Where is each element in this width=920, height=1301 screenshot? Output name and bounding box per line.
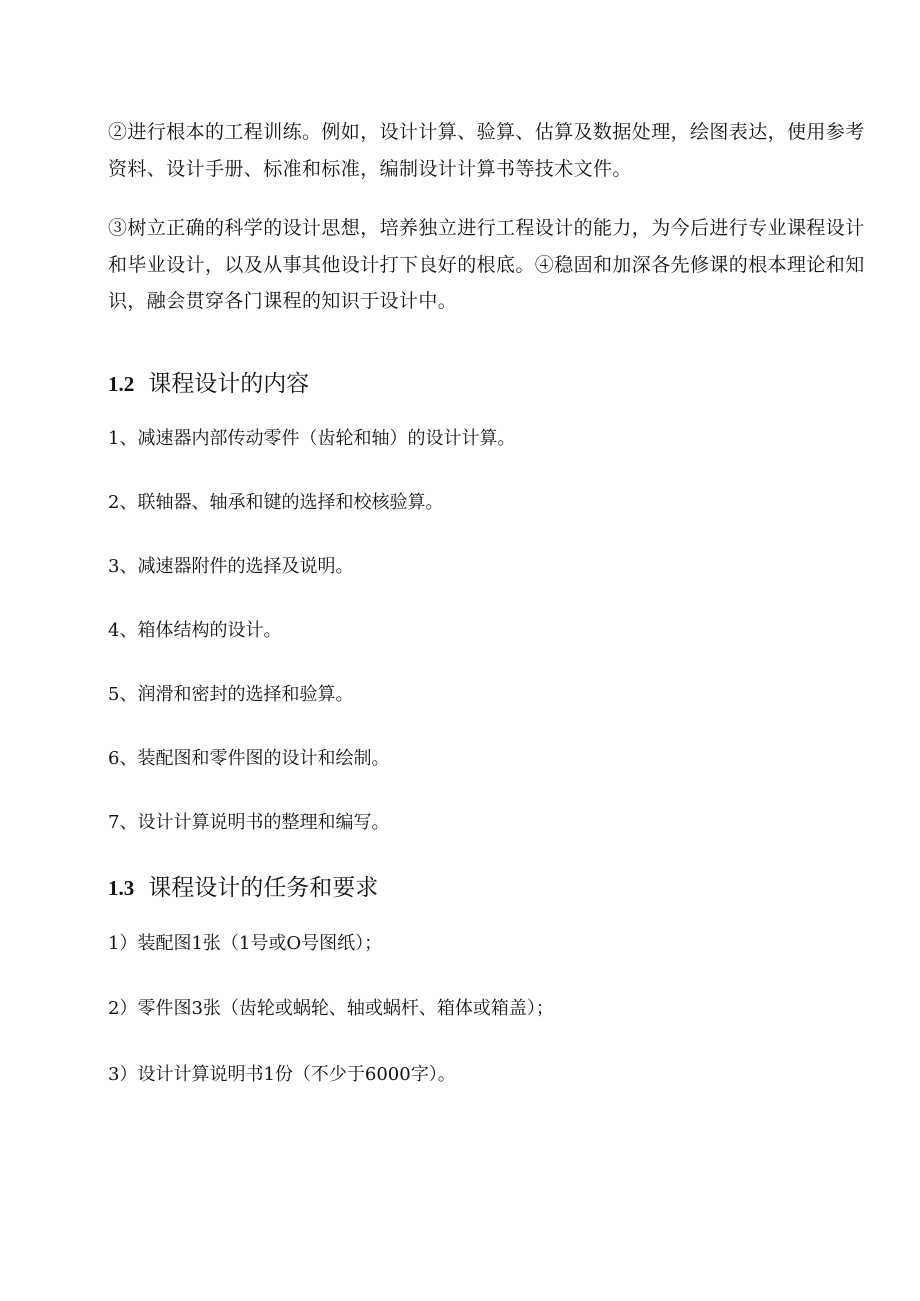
- section-title: 课程设计的内容: [148, 371, 310, 397]
- list-item: 2、联轴器、轴承和键的选择和校核验算。: [108, 492, 444, 513]
- list-item: 3、减速器附件的选择及说明。: [108, 556, 354, 577]
- list-item: 1）装配图1张（1号或O号图纸）；: [108, 933, 383, 954]
- list-item: 4、箱体结构的设计。: [108, 620, 282, 641]
- section-number: 1.3: [108, 876, 135, 900]
- list-item: 1、减速器内部传动零件（齿轮和轴）的设计计算。: [108, 428, 516, 449]
- paragraph-design-thinking: ③树立正确的科学的设计思想，培养独立进行工程设计的能力，为今后进行专业课程设计和毕业设计，以及从事其他设计打下良好的根底。④稳固和加深各先修课的根本理论和知识，融会贯穿各门课程的知识于设计中。: [108, 217, 865, 312]
- section-title: 课程设计的任务和要求: [148, 875, 379, 901]
- list-item: 7、设计计算说明书的整理和编写。: [108, 812, 390, 833]
- section-number: 1.2: [108, 372, 135, 396]
- list-item: 6、装配图和零件图的设计和绘制。: [108, 748, 390, 769]
- section-heading-1-3: [108, 873, 378, 903]
- list-item: 2）零件图3张（齿轮或蜗轮、轴或蜗杆、箱体或箱盖）；: [108, 998, 554, 1019]
- section-heading-1-2: [108, 369, 309, 399]
- list-item: 3）设计计算说明书1份（不少于6000字）。: [108, 1064, 456, 1085]
- list-item: 5、润滑和密封的选择和验算。: [108, 684, 354, 705]
- paragraph-training: ②进行根本的工程训练。例如，设计计算、验算、估算及数据处理，绘图表达，使用参考资料、设计手册、标准和标准，编制设计计算书等技术文件。: [108, 121, 865, 180]
